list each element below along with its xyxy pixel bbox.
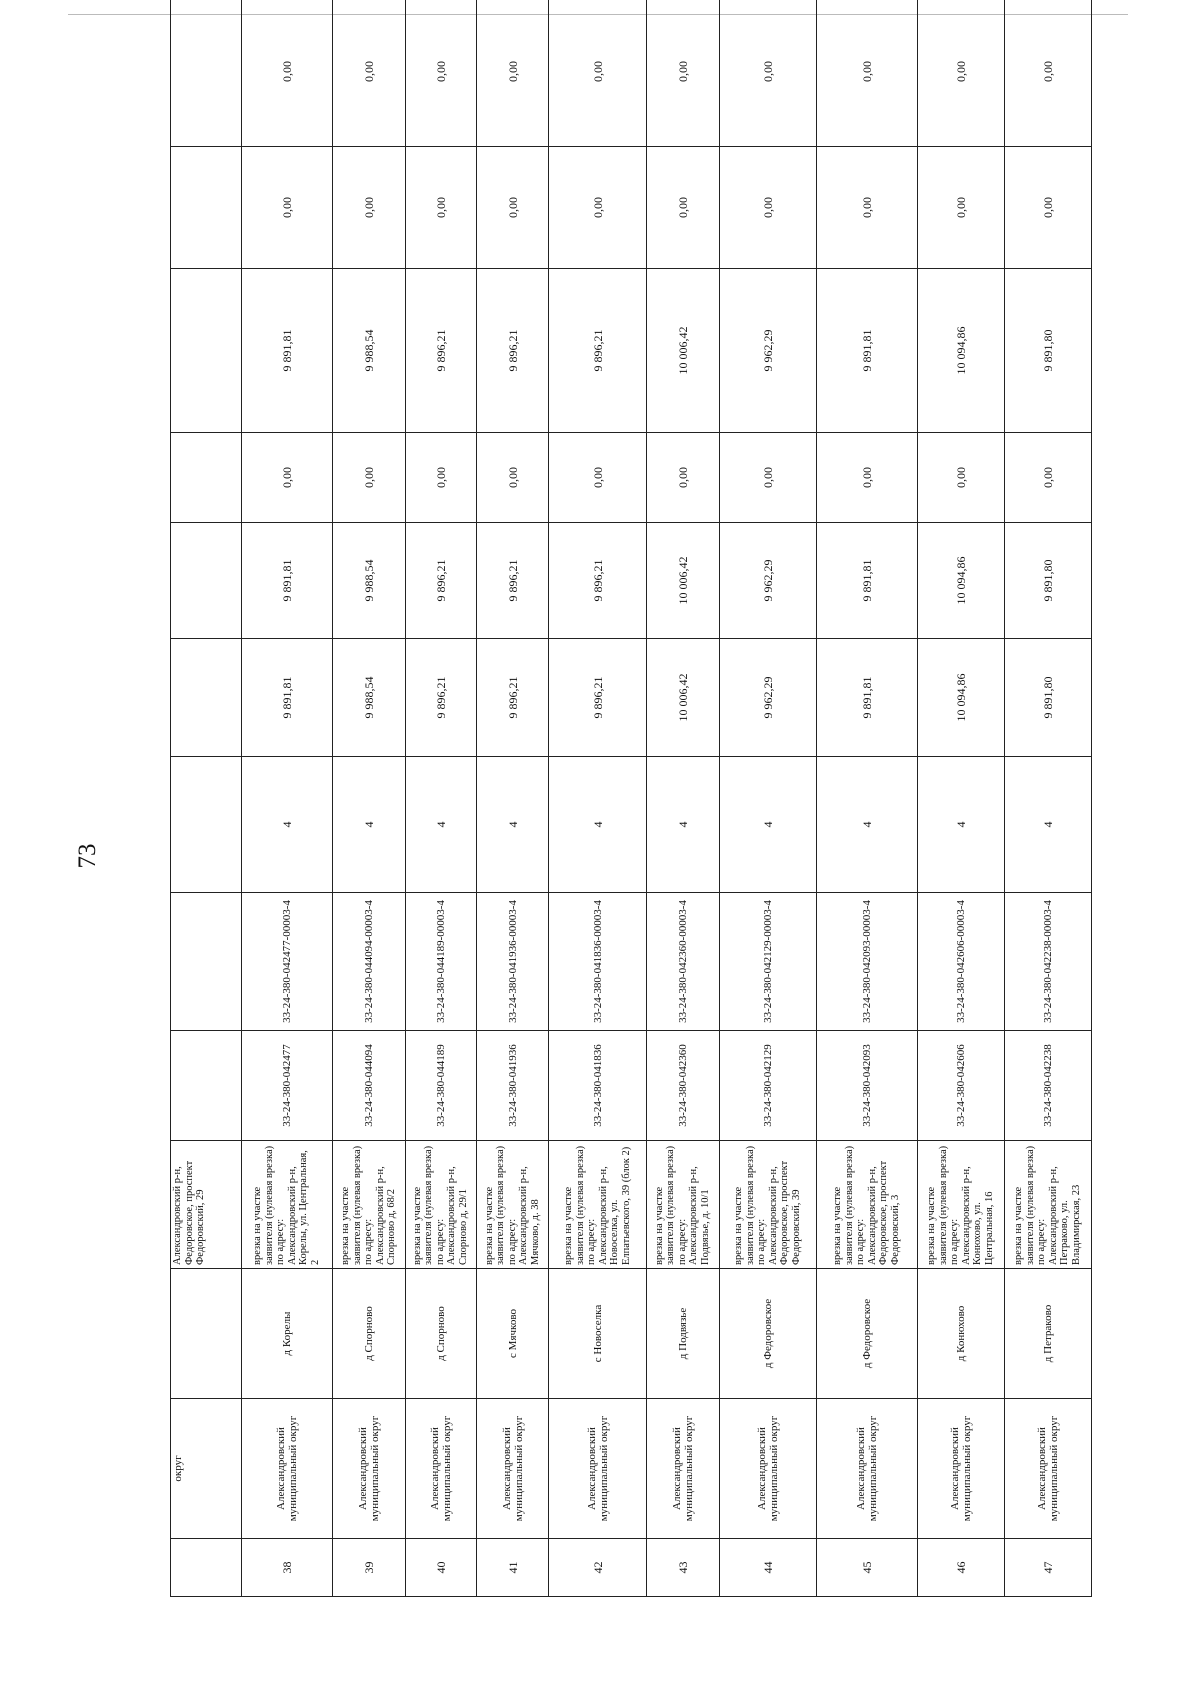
cell-row-number: 44	[719, 1539, 816, 1597]
cell-district: округ	[171, 1399, 242, 1539]
cell-row-number: 42	[549, 1539, 646, 1597]
cell-amount-3: 0,00	[241, 433, 332, 523]
cell-cadastral-number: 33-24-380-042477	[241, 1031, 332, 1141]
cell-empty	[171, 1539, 242, 1597]
table-row	[241, 0, 332, 1597]
cell-address: врезка на участке заявителя (нулевая врезка) по адресу: Александровский р-н, Мячково, д. 38	[476, 1141, 549, 1269]
cell-cadastral-number: 33-24-380-042360	[646, 1031, 719, 1141]
cell-amount-1: 9 962,29	[719, 639, 816, 757]
cell-amount-4: 9 896,21	[405, 269, 476, 433]
cell-amount-2: 9 891,81	[816, 523, 917, 639]
cell-address: врезка на участке заявителя (нулевая врезка) по адресу: Александровский р-н, Конюхово, ул. Центральная, 16	[917, 1141, 1004, 1269]
cell-amount-4: 9 896,21	[549, 269, 646, 433]
cell-amount-6: 0,00	[1004, 0, 1091, 147]
cell-amount-6: 0,00	[646, 0, 719, 147]
cell-district: Александровский муниципальный округ	[476, 1399, 549, 1539]
cell-amount-5: 0,00	[405, 147, 476, 269]
cell-district: Александровский муниципальный округ	[917, 1399, 1004, 1539]
cell-district: Александровский муниципальный округ	[646, 1399, 719, 1539]
cell-amount-1: 10 094,86	[917, 639, 1004, 757]
cell-cadastral-number: 33-24-380-044189	[405, 1031, 476, 1141]
cell-amount-3: 0,00	[646, 433, 719, 523]
cell-object-code: 33-24-380-042129-00003-4	[719, 893, 816, 1031]
cell-object-code: 33-24-380-044094-00003-4	[332, 893, 405, 1031]
cell-address: врезка на участке заявителя (нулевая врезка) по адресу: Александровский р-н, Спорново д, 29/1	[405, 1141, 476, 1269]
cell-quantity: 4	[476, 757, 549, 893]
cell-row-number: 46	[917, 1539, 1004, 1597]
cell-amount-5: 0,00	[332, 147, 405, 269]
cell-address: врезка на участке заявителя (нулевая врезка) по адресу: Александровский р-н, Федоровское, проспект Федоровский, 3	[816, 1141, 917, 1269]
cell-amount-1: 9 896,21	[549, 639, 646, 757]
cell-amount-5: 0,00	[719, 147, 816, 269]
cell-amount-3: 0,00	[549, 433, 646, 523]
cell-amount-4: 10 094,86	[917, 269, 1004, 433]
cell-quantity: 4	[549, 757, 646, 893]
cell-quantity: 4	[719, 757, 816, 893]
cell-amount-6: 0,00	[719, 0, 816, 147]
cell-amount-4: 9 891,81	[816, 269, 917, 433]
cell-settlement: д Корелы	[241, 1269, 332, 1399]
cell-amount-3: 0,00	[719, 433, 816, 523]
cell-amount-2: 10 094,86	[917, 523, 1004, 639]
cell-empty	[171, 433, 242, 523]
cell-settlement: д Конюхово	[917, 1269, 1004, 1399]
cell-object-code: 33-24-380-042606-00003-4	[917, 893, 1004, 1031]
table-row	[816, 0, 917, 1597]
cell-empty	[171, 757, 242, 893]
cell-empty	[171, 147, 242, 269]
cell-empty	[171, 1031, 242, 1141]
table-row	[1004, 0, 1091, 1597]
table-row	[646, 0, 719, 1597]
cell-amount-5: 0,00	[476, 147, 549, 269]
cell-address: врезка на участке заявителя (нулевая врезка) по адресу: Александровский р-н, Спорново д, 68/2	[332, 1141, 405, 1269]
cell-settlement: д Спорново	[405, 1269, 476, 1399]
cell-amount-5: 0,00	[1004, 147, 1091, 269]
cell-empty	[171, 0, 242, 147]
cell-amount-6: 0,00	[549, 0, 646, 147]
cell-amount-1: 9 988,54	[332, 639, 405, 757]
cell-address: врезка на участке заявителя (нулевая врезка) по адресу: Александровский р-н, Петраково, ул. Владимирская, 23	[1004, 1141, 1091, 1269]
cell-amount-5: 0,00	[646, 147, 719, 269]
cell-address: Александровский р-н, Федоровское, проспект Федоровский, 29	[171, 1141, 242, 1269]
cell-amount-3: 0,00	[1004, 433, 1091, 523]
cell-settlement: с Новоселка	[549, 1269, 646, 1399]
cell-object-code: 33-24-380-044189-00003-4	[405, 893, 476, 1031]
cell-amount-1: 9 891,80	[1004, 639, 1091, 757]
cell-object-code: 33-24-380-042093-00003-4	[816, 893, 917, 1031]
cell-amount-4: 9 962,29	[719, 269, 816, 433]
table-body	[171, 0, 1092, 1597]
cell-district: Александровский муниципальный округ	[241, 1399, 332, 1539]
cell-amount-6: 0,00	[917, 0, 1004, 147]
cell-cadastral-number: 33-24-380-041836	[549, 1031, 646, 1141]
cell-quantity: 4	[241, 757, 332, 893]
cell-amount-2: 9 896,21	[476, 523, 549, 639]
cell-amount-4: 9 896,21	[476, 269, 549, 433]
cell-quantity: 4	[816, 757, 917, 893]
cell-quantity: 4	[917, 757, 1004, 893]
cell-amount-3: 0,00	[332, 433, 405, 523]
cell-address: врезка на участке заявителя (нулевая врезка) по адресу: Александровский р-н, Новоселка, ул. Елпатьевского, 39 (блок 2)	[549, 1141, 646, 1269]
cell-row-number: 40	[405, 1539, 476, 1597]
cell-amount-4: 10 006,42	[646, 269, 719, 433]
cell-district: Александровский муниципальный округ	[549, 1399, 646, 1539]
cell-row-number: 41	[476, 1539, 549, 1597]
table-row	[917, 0, 1004, 1597]
cell-settlement: с Мячково	[476, 1269, 549, 1399]
cell-quantity: 4	[646, 757, 719, 893]
cell-amount-1: 9 896,21	[476, 639, 549, 757]
cell-address: врезка на участке заявителя (нулевая врезка) по адресу: Александровский р-н, Подвязье, д. 10/1	[646, 1141, 719, 1269]
cell-amount-2: 9 891,81	[241, 523, 332, 639]
cell-settlement: д Федоровское	[816, 1269, 917, 1399]
cell-cadastral-number: 33-24-380-042093	[816, 1031, 917, 1141]
cell-cadastral-number: 33-24-380-041936	[476, 1031, 549, 1141]
cell-settlement: д Петраково	[1004, 1269, 1091, 1399]
cell-district: Александровский муниципальный округ	[332, 1399, 405, 1539]
cell-settlement: д Подвязье	[646, 1269, 719, 1399]
table-row	[332, 0, 405, 1597]
cell-empty	[171, 269, 242, 433]
cell-amount-2: 9 896,21	[405, 523, 476, 639]
cell-amount-6: 0,00	[476, 0, 549, 147]
cell-empty	[171, 1269, 242, 1399]
cell-row-number: 45	[816, 1539, 917, 1597]
cell-cadastral-number: 33-24-380-042238	[1004, 1031, 1091, 1141]
cell-amount-1: 9 891,81	[241, 639, 332, 757]
cell-object-code: 33-24-380-042477-00003-4	[241, 893, 332, 1031]
table-row	[405, 0, 476, 1597]
cell-amount-4: 9 988,54	[332, 269, 405, 433]
cell-settlement: д Федоровское	[719, 1269, 816, 1399]
cell-amount-6: 0,00	[816, 0, 917, 147]
cell-amount-2: 9 962,29	[719, 523, 816, 639]
cell-empty	[171, 893, 242, 1031]
cell-row-number: 39	[332, 1539, 405, 1597]
cell-amount-1: 9 896,21	[405, 639, 476, 757]
cell-district: Александровский муниципальный округ	[405, 1399, 476, 1539]
table-row	[719, 0, 816, 1597]
cell-amount-6: 0,00	[241, 0, 332, 147]
cell-address: врезка на участке заявителя (нулевая врезка) по адресу: Александровский р-н, Федоровское, проспект Федоровский, 39	[719, 1141, 816, 1269]
cell-amount-2: 10 006,42	[646, 523, 719, 639]
cell-quantity: 4	[1004, 757, 1091, 893]
cell-amount-5: 0,00	[816, 147, 917, 269]
cell-object-code: 33-24-380-042238-00003-4	[1004, 893, 1091, 1031]
cell-quantity: 4	[332, 757, 405, 893]
cell-amount-4: 9 891,81	[241, 269, 332, 433]
table-row	[549, 0, 646, 1597]
cell-object-code: 33-24-380-041936-00003-4	[476, 893, 549, 1031]
cell-amount-5: 0,00	[549, 147, 646, 269]
cell-quantity: 4	[405, 757, 476, 893]
cell-settlement: д Спорново	[332, 1269, 405, 1399]
page-number: 73	[74, 843, 101, 869]
cell-amount-2: 9 896,21	[549, 523, 646, 639]
cell-amount-2: 9 891,80	[1004, 523, 1091, 639]
cell-district: Александровский муниципальный округ	[816, 1399, 917, 1539]
cell-amount-5: 0,00	[241, 147, 332, 269]
cell-amount-1: 9 891,81	[816, 639, 917, 757]
cell-object-code: 33-24-380-041836-00003-4	[549, 893, 646, 1031]
cell-row-number: 43	[646, 1539, 719, 1597]
cell-object-code: 33-24-380-042360-00003-4	[646, 893, 719, 1031]
cell-amount-4: 9 891,80	[1004, 269, 1091, 433]
cell-amount-1: 10 006,42	[646, 639, 719, 757]
table-row	[476, 0, 549, 1597]
cell-cadastral-number: 33-24-380-044094	[332, 1031, 405, 1141]
rotated-table-wrapper	[170, 61, 1092, 1597]
cell-row-number: 47	[1004, 1539, 1091, 1597]
cell-empty	[171, 639, 242, 757]
cell-amount-2: 9 988,54	[332, 523, 405, 639]
cell-amount-6: 0,00	[332, 0, 405, 147]
cell-amount-6: 0,00	[405, 0, 476, 147]
cell-row-number: 38	[241, 1539, 332, 1597]
continuation-row	[171, 0, 242, 1597]
cell-amount-3: 0,00	[816, 433, 917, 523]
cell-amount-3: 0,00	[917, 433, 1004, 523]
cell-empty	[171, 523, 242, 639]
cell-amount-3: 0,00	[405, 433, 476, 523]
cost-table	[170, 0, 1092, 1597]
cell-amount-3: 0,00	[476, 433, 549, 523]
cell-district: Александровский муниципальный округ	[719, 1399, 816, 1539]
cell-cadastral-number: 33-24-380-042606	[917, 1031, 1004, 1141]
cell-address: врезка на участке заявителя (нулевая врезка) по адресу: Александровский р-н, Корелы, ул. Центральная, 2	[241, 1141, 332, 1269]
cell-district: Александровский муниципальный округ	[1004, 1399, 1091, 1539]
cell-amount-5: 0,00	[917, 147, 1004, 269]
cell-cadastral-number: 33-24-380-042129	[719, 1031, 816, 1141]
